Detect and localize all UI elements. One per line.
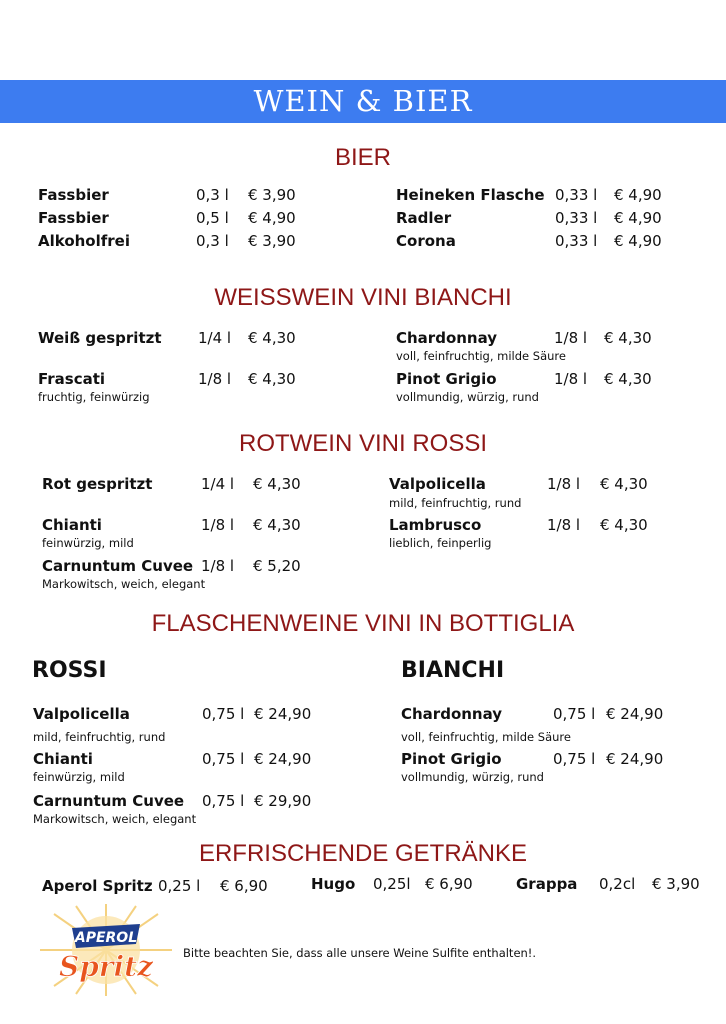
menu-item-price: € 4,90: [248, 209, 296, 227]
menu-item-description: mild, feinfruchtig, rund: [389, 496, 522, 510]
menu-item-price: € 6,90: [425, 875, 473, 893]
menu-item-size: 1/8 l: [547, 475, 581, 493]
menu-item-size: 0,25 l: [158, 877, 201, 895]
menu-item-name: Rot gespritzt: [42, 475, 153, 493]
sulfite-notice: Bitte beachten Sie, dass alle unsere Weine Sulfite enthalten!.: [183, 946, 537, 960]
page-title: WEIN & BIER: [253, 84, 473, 118]
menu-item-name: Alkoholfrei: [38, 232, 130, 250]
subsection-title-bianchi: BIANCHI: [401, 658, 505, 683]
menu-item-price: € 24,90: [606, 705, 664, 723]
section-title-weisswein: WEISSWEIN VINI BIANCHI: [214, 284, 512, 311]
menu-item-description: feinwürzig, mild: [33, 770, 125, 784]
menu-item-name: Frascati: [38, 370, 106, 388]
menu-item-size: 0,75 l: [202, 705, 245, 723]
menu-item-name: Weiß gespritzt: [38, 329, 162, 347]
menu-item-size: 0,33 l: [555, 209, 598, 227]
menu-item-size: 0,75 l: [553, 750, 596, 768]
menu-item-name: Chianti: [33, 750, 93, 768]
menu-item-size: 0,2cl: [599, 875, 636, 893]
menu-item-price: € 4,90: [614, 232, 662, 250]
menu-item-description: vollmundig, würzig, rund: [401, 770, 544, 784]
menu-item-name: Valpolicella: [33, 705, 130, 723]
menu-item-description: vollmundig, würzig, rund: [396, 390, 539, 404]
menu-item-description: lieblich, feinperlig: [389, 536, 492, 550]
menu-item-description: Markowitsch, weich, elegant: [42, 577, 206, 591]
menu-item-price: € 3,90: [248, 186, 296, 204]
menu-item-size: 1/8 l: [201, 557, 235, 575]
menu-item-size: 1/8 l: [554, 329, 588, 347]
subsection-title-rossi: ROSSI: [32, 658, 107, 683]
menu-item-size: 0,33 l: [555, 186, 598, 204]
menu-item-size: 0,75 l: [202, 750, 245, 768]
aperol-logo-graphic: [36, 902, 176, 998]
menu-item-size: 0,75 l: [553, 705, 596, 723]
menu-item-price: € 4,30: [600, 475, 648, 493]
menu-item-size: 1/4 l: [201, 475, 235, 493]
menu-item-name: Chardonnay: [401, 705, 503, 723]
section-title-rotwein: ROTWEIN VINI ROSSI: [238, 430, 487, 457]
menu-item-name: Valpolicella: [389, 475, 486, 493]
section-title-flaschenweine: FLASCHENWEINE VINI IN BOTTIGLIA: [151, 610, 575, 637]
menu-item-price: € 24,90: [254, 750, 312, 768]
menu-item-price: € 4,30: [248, 370, 296, 388]
menu-item-price: € 4,30: [604, 370, 652, 388]
menu-item-size: 1/8 l: [547, 516, 581, 534]
menu-item-size: 1/8 l: [554, 370, 588, 388]
menu-item-name: Fassbier: [38, 209, 109, 227]
menu-item-size: 0,33 l: [555, 232, 598, 250]
menu-item-description: feinwürzig, mild: [42, 536, 134, 550]
menu-item-size: 0,3 l: [196, 186, 229, 204]
aperol-spritz-logo: [36, 902, 176, 998]
menu-item-price: € 4,30: [253, 475, 301, 493]
menu-item-name: Pinot Grigio: [401, 750, 502, 768]
svg-text:APEROL: APEROL: [74, 930, 138, 946]
menu-item-price: € 3,90: [248, 232, 296, 250]
menu-item-price: € 4,90: [614, 186, 662, 204]
menu-item-name: Chianti: [42, 516, 102, 534]
menu-item-price: € 6,90: [220, 877, 268, 895]
svg-text:Spritz: Spritz: [58, 950, 154, 983]
menu-item-price: € 24,90: [254, 705, 312, 723]
menu-item-name: Corona: [396, 232, 456, 250]
menu-item-size: 0,5 l: [196, 209, 229, 227]
menu-item-price: € 29,90: [254, 792, 312, 810]
menu-item-description: voll, feinfruchtig, milde Säure: [396, 349, 566, 363]
menu-item-price: € 24,90: [606, 750, 664, 768]
section-title-getraenke: ERFRISCHENDE GETRÄNKE: [198, 840, 528, 867]
menu-item-size: 0,75 l: [202, 792, 245, 810]
menu-item-price: € 4,30: [253, 516, 301, 534]
menu-item-name: Lambrusco: [389, 516, 482, 534]
menu-item-price: € 4,30: [600, 516, 648, 534]
menu-item-price: € 5,20: [253, 557, 301, 575]
menu-item-name: Carnuntum Cuvee: [42, 557, 194, 575]
menu-item-description: mild, feinfruchtig, rund: [33, 730, 166, 744]
menu-item-name: Aperol Spritz: [42, 877, 153, 895]
menu-item-description: fruchtig, feinwürzig: [38, 390, 150, 404]
menu-item-name: Heineken Flasche: [396, 186, 545, 204]
menu-item-size: 0,3 l: [196, 232, 229, 250]
menu-item-price: € 3,90: [652, 875, 700, 893]
menu-item-size: 1/8 l: [201, 516, 235, 534]
menu-item-name: Chardonnay: [396, 329, 498, 347]
menu-item-description: Markowitsch, weich, elegant: [33, 812, 197, 826]
section-title-bier: BIER: [334, 144, 391, 171]
menu-item-name: Radler: [396, 209, 452, 227]
menu-item-price: € 4,90: [614, 209, 662, 227]
menu-item-name: Fassbier: [38, 186, 109, 204]
menu-item-price: € 4,30: [248, 329, 296, 347]
menu-item-name: Carnuntum Cuvee: [33, 792, 185, 810]
menu-item-name: Grappa: [516, 875, 578, 893]
menu-item-name: Pinot Grigio: [396, 370, 497, 388]
menu-item-size: 1/8 l: [198, 370, 232, 388]
menu-item-size: 1/4 l: [198, 329, 232, 347]
menu-item-price: € 4,30: [604, 329, 652, 347]
menu-item-description: voll, feinfruchtig, milde Säure: [401, 730, 571, 744]
menu-item-size: 0,25l: [373, 875, 411, 893]
menu-item-name: Hugo: [311, 875, 356, 893]
